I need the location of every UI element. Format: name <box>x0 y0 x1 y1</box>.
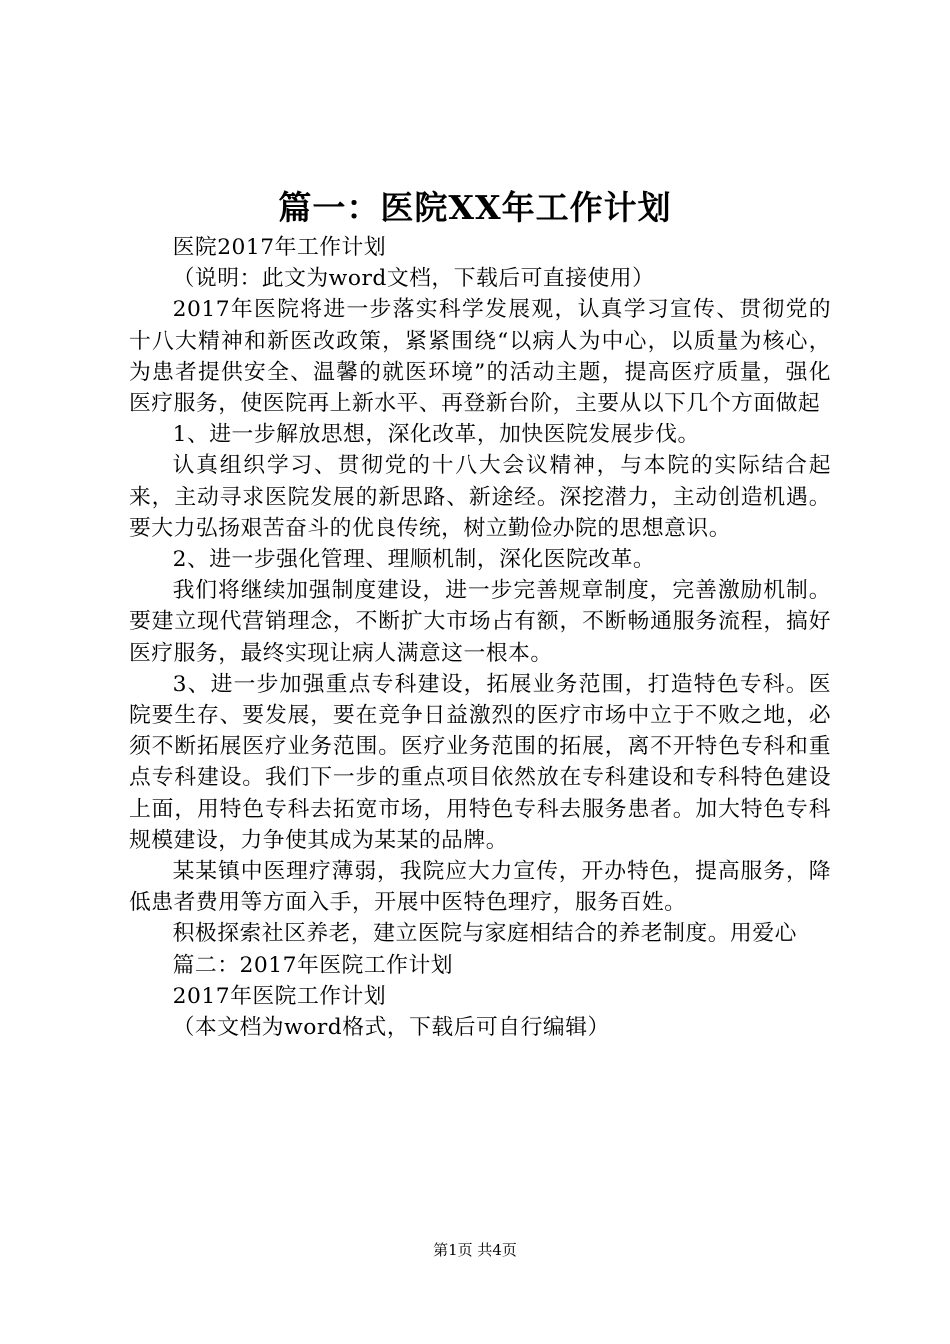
page-number-footer: 第1页 共4页 <box>433 1241 517 1259</box>
subtitle-paragraph: 医院2017年工作计划 <box>172 235 387 260</box>
note-paragraph: （说明：此文为word文档，下载后可直接使用） <box>172 266 655 292</box>
section-heading-2: 2、进一步强化管理、理顺机制，深化医院改革。 <box>172 547 656 573</box>
part-two-subtitle: 2017年医院工作计划 <box>172 983 387 1009</box>
body-paragraph: 积极探索社区养老，建立医院与家庭相结合的养老制度。用爱心 <box>172 921 797 947</box>
part-two-heading: 篇二：2017年医院工作计划 <box>172 952 454 978</box>
intro-paragraph: 2017年医院将进一步落实科学发展观，认真学习宣传、贯彻党的十八大精神和新医改政策，紧紧围绕“以病人为中心，以质量为核心，为患者提供安全、温馨的就医环境”的活动主题，提高医疗质量，强化医疗服务，使医院再上新水平、再登新台阶，主要从以下几个方面做起 <box>129 297 831 417</box>
section-heading-1: 1、进一步解放思想，深化改革，加快医院发展步伐。 <box>172 422 700 448</box>
document-title: 篇一：医院XX年工作计划 <box>278 188 672 227</box>
section-paragraph-2: 我们将继续加强制度建设，进一步完善规章制度，完善激励机制。要建立现代营销理念，不断扩大市场占有额，不断畅通服务流程，搞好医疗服务，最终实现让病人满意这一根本。 <box>129 578 831 666</box>
document-body <box>129 232 831 1043</box>
body-paragraph: 某某镇中医理疗薄弱，我院应大力宣传，开办特色，提高服务，降低患者费用等方面入手，开展中医特色理疗，服务百姓。 <box>129 859 831 916</box>
part-two-note: （本文档为word格式，下载后可自行编辑） <box>172 1015 610 1041</box>
section-paragraph-1: 认真组织学习、贯彻党的十八大会议精神，与本院的实际结合起来，主动寻求医院发展的新思路、新途经。深挖潜力，主动创造机遇。要大力弘扬艰苦奋斗的优良传统，树立勤俭办院的思想意识。 <box>129 453 831 541</box>
section-paragraph-3: 3、进一步加强重点专科建设，拓展业务范围，打造特色专科。医院要生存、要发展，要在竞争日益激烈的医疗市场中立于不败之地，必须不断拓展医疗业务范围。医疗业务范围的拓展，离不开特色专科和重点专科建设。我们下一步的重点项目依然放在专科建设和专科特色建设上面，用特色专科去拓宽市场，用特色专科去服务患者。加大特色专科规模建设，力争使其成为某某的品牌。 <box>129 671 831 853</box>
